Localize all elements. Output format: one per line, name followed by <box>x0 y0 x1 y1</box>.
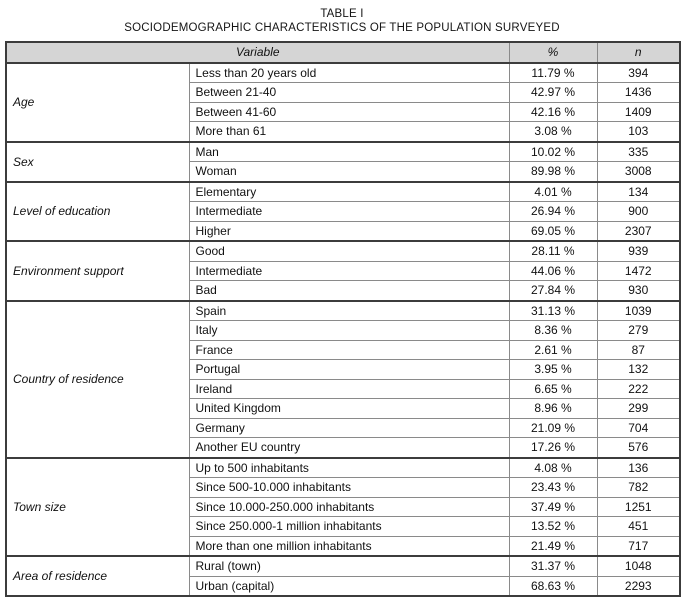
percent-cell: 28.11 % <box>509 241 597 261</box>
category-cell: Since 10.000-250.000 inhabitants <box>189 497 509 517</box>
table-row <box>6 182 680 202</box>
table-row <box>6 301 680 321</box>
percent-cell: 37.49 % <box>509 497 597 517</box>
n-cell: 1048 <box>597 556 680 576</box>
percent-cell: 2.61 % <box>509 340 597 360</box>
category-cell: Between 41-60 <box>189 102 509 122</box>
percent-cell: 21.49 % <box>509 536 597 556</box>
category-cell: Germany <box>189 418 509 438</box>
group-label-cell: Area of residence <box>6 556 189 596</box>
category-cell: Spain <box>189 301 509 321</box>
n-cell: 782 <box>597 478 680 498</box>
header-row <box>6 42 680 63</box>
n-cell: 132 <box>597 360 680 380</box>
percent-cell: 42.97 % <box>509 83 597 103</box>
group-label-cell: Age <box>6 63 189 142</box>
n-cell: 704 <box>597 418 680 438</box>
percent-cell: 13.52 % <box>509 517 597 537</box>
percent-cell: 31.37 % <box>509 556 597 576</box>
n-cell: 103 <box>597 122 680 142</box>
n-cell: 2307 <box>597 221 680 241</box>
percent-cell: 27.84 % <box>509 281 597 301</box>
table-number: TABLE I <box>320 8 364 20</box>
table-body <box>6 63 680 597</box>
category-cell: Intermediate <box>189 261 509 281</box>
category-cell: Between 21-40 <box>189 83 509 103</box>
n-cell: 451 <box>597 517 680 537</box>
n-cell: 1472 <box>597 261 680 281</box>
percent-cell: 10.02 % <box>509 142 597 162</box>
table-row <box>6 142 680 162</box>
category-cell: Bad <box>189 281 509 301</box>
category-cell: More than one million inhabitants <box>189 536 509 556</box>
table-row <box>6 556 680 576</box>
category-cell: Up to 500 inhabitants <box>189 458 509 478</box>
category-cell: Italy <box>189 321 509 341</box>
n-cell: 299 <box>597 399 680 419</box>
category-cell: Man <box>189 142 509 162</box>
n-cell: 3008 <box>597 162 680 182</box>
percent-cell: 31.13 % <box>509 301 597 321</box>
n-cell: 930 <box>597 281 680 301</box>
n-cell: 576 <box>597 438 680 458</box>
category-cell: Rural (town) <box>189 556 509 576</box>
n-cell: 136 <box>597 458 680 478</box>
category-cell: Since 250.000-1 million inhabitants <box>189 517 509 537</box>
percent-cell: 11.79 % <box>509 63 597 83</box>
percent-cell: 4.01 % <box>509 182 597 202</box>
group-label-cell: Sex <box>6 142 189 182</box>
n-cell: 335 <box>597 142 680 162</box>
n-cell: 900 <box>597 202 680 222</box>
category-cell: United Kingdom <box>189 399 509 419</box>
n-cell: 1039 <box>597 301 680 321</box>
percent-cell: 3.08 % <box>509 122 597 142</box>
table-row <box>6 458 680 478</box>
table-title-text: SOCIODEMOGRAPHIC CHARACTERISTICS OF THE POPULATION SURVEYED <box>124 22 560 34</box>
n-cell: 1436 <box>597 83 680 103</box>
header-variable: Variable <box>6 42 509 63</box>
percent-cell: 4.08 % <box>509 458 597 478</box>
n-cell: 279 <box>597 321 680 341</box>
table-caption <box>5 7 679 35</box>
category-cell: More than 61 <box>189 122 509 142</box>
n-cell: 1409 <box>597 102 680 122</box>
n-cell: 2293 <box>597 576 680 596</box>
percent-cell: 6.65 % <box>509 379 597 399</box>
n-cell: 222 <box>597 379 680 399</box>
percent-cell: 68.63 % <box>509 576 597 596</box>
group-label-cell: Environment support <box>6 241 189 301</box>
sociodemographic-table <box>5 41 681 597</box>
category-cell: Less than 20 years old <box>189 63 509 83</box>
n-cell: 134 <box>597 182 680 202</box>
category-cell: Good <box>189 241 509 261</box>
category-cell: Another EU country <box>189 438 509 458</box>
category-cell: Higher <box>189 221 509 241</box>
header-n: n <box>597 42 680 63</box>
category-cell: Intermediate <box>189 202 509 222</box>
percent-cell: 23.43 % <box>509 478 597 498</box>
percent-cell: 26.94 % <box>509 202 597 222</box>
n-cell: 717 <box>597 536 680 556</box>
percent-cell: 8.96 % <box>509 399 597 419</box>
percent-cell: 21.09 % <box>509 418 597 438</box>
category-cell: Elementary <box>189 182 509 202</box>
percent-cell: 42.16 % <box>509 102 597 122</box>
header-percent: % <box>509 42 597 63</box>
table-row <box>6 63 680 83</box>
n-cell: 1251 <box>597 497 680 517</box>
table-row <box>6 241 680 261</box>
percent-cell: 44.06 % <box>509 261 597 281</box>
percent-cell: 3.95 % <box>509 360 597 380</box>
group-label-cell: Level of education <box>6 182 189 242</box>
percent-cell: 89.98 % <box>509 162 597 182</box>
category-cell: France <box>189 340 509 360</box>
n-cell: 394 <box>597 63 680 83</box>
category-cell: Ireland <box>189 379 509 399</box>
percent-cell: 69.05 % <box>509 221 597 241</box>
category-cell: Woman <box>189 162 509 182</box>
category-cell: Since 500-10.000 inhabitants <box>189 478 509 498</box>
group-label-cell: Town size <box>6 458 189 557</box>
category-cell: Urban (capital) <box>189 576 509 596</box>
percent-cell: 8.36 % <box>509 321 597 341</box>
category-cell: Portugal <box>189 360 509 380</box>
n-cell: 87 <box>597 340 680 360</box>
n-cell: 939 <box>597 241 680 261</box>
group-label-cell: Country of residence <box>6 301 189 458</box>
percent-cell: 17.26 % <box>509 438 597 458</box>
